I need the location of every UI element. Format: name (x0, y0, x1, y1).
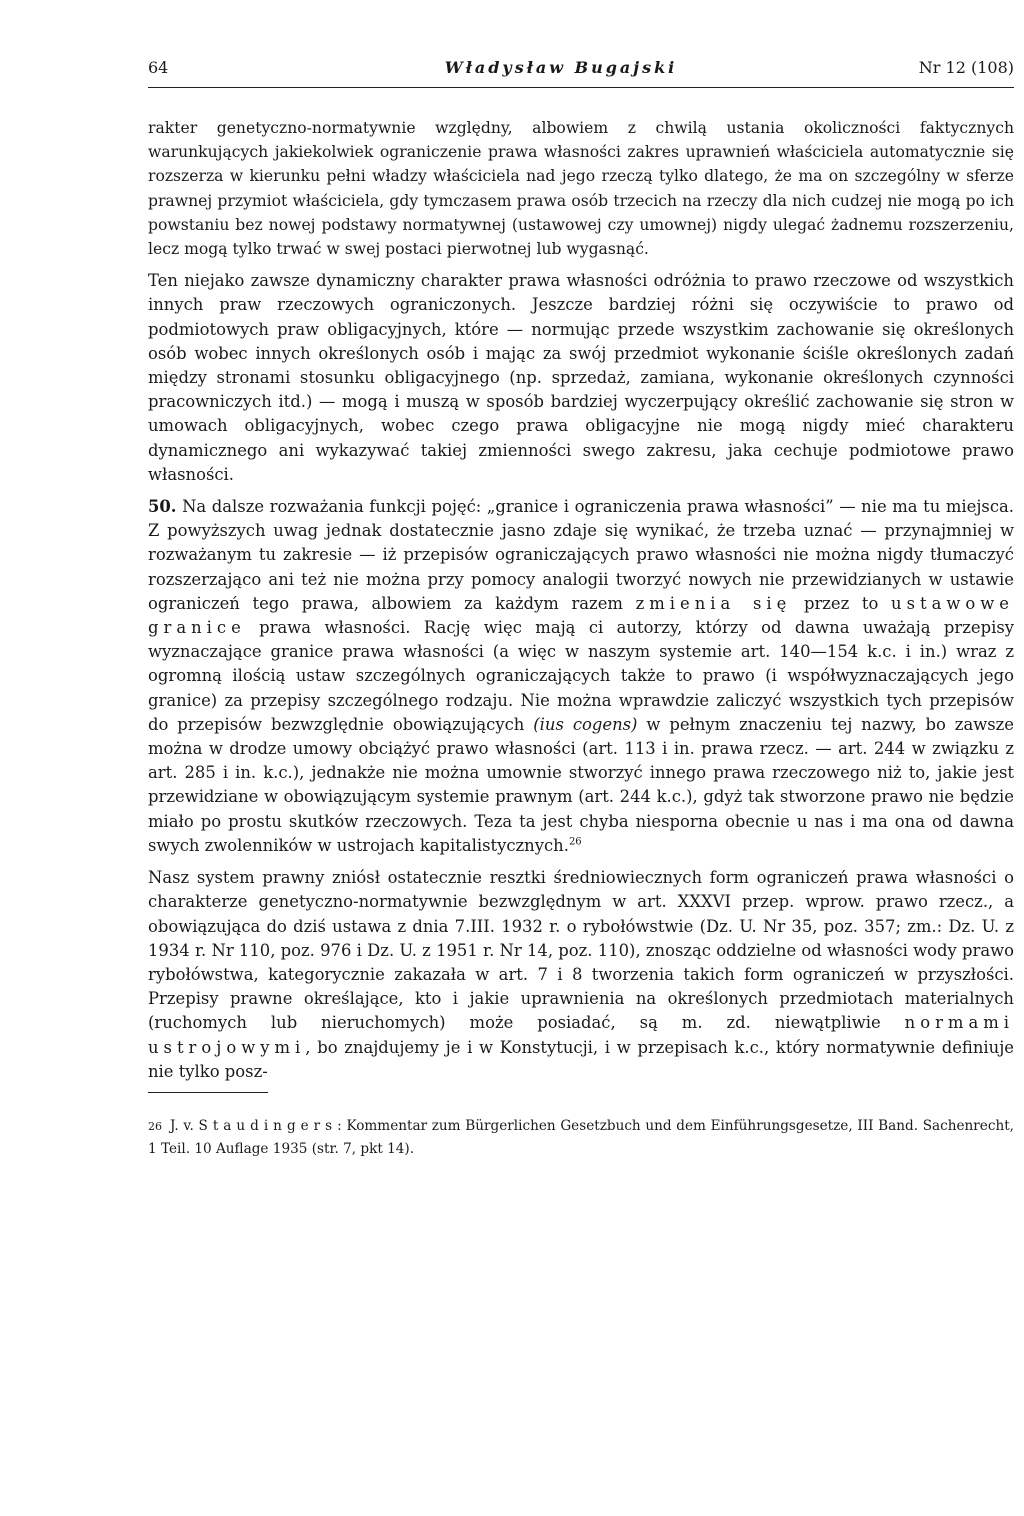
running-head (148, 58, 1014, 88)
paragraph-section-50 (148, 495, 1014, 858)
footnote-text: : Kommentar zum Bürgerlichen Gesetzbuch und dem Einführungsgesetze, III Band. Sachenrecht, 1 Teil. 10 Auflage 1935 (str. 7, pkt 14). (148, 1117, 1014, 1157)
section-number: 50. (148, 497, 177, 517)
paragraph-continuation: rakter genetyczno-normatywnie względny, albowiem z chwilą ustania okoliczności faktycznych warunkujących jakiekolwiek ograniczenie prawa własności zakres uprawnień właściciela automatycznie się rozszerza w kierunku pełni władzy właściciela nad jego rzeczą tylko dlatego, że ma on szczególny w sferze prawnej przymiot właściciela, gdy tymczasem prawa osób trzecich na rzeczy dla nich cudzej nie mogą po ich powstaniu bez nowej podstawy normatywnej (ustawowej czy umownej) nigdy ulegać żadnemu rozszerzeniu, lecz mogą tylko trwać w swej postaci pierwotnej lub wygasnąć. (148, 119, 1014, 259)
paragraph-text: przez to (791, 593, 892, 613)
footnote-author-spaced: Staudingers (198, 1117, 338, 1134)
spaced-emphasis: zmienia się (635, 593, 792, 613)
footnote-text: J. v. (170, 1117, 199, 1134)
running-head-author: Władysław Bugajski (444, 58, 678, 77)
paragraph-dynamic-character: Ten niejako zawsze dynamiczny charakter prawa własności odróżnia to prawo rzeczowe od wszystkich innych praw rzeczowych ograniczonych. Jeszcze bardziej różni się oczywiście to prawo od podmiotowych praw obligacyjnych, które — normując przede wszystkim zachowanie się określonych osób wobec innych określonych osób i mając za swój przedmiot wykonanie ściśle określonych zadań między stronami stosunku obligacyjnego (np. sprzedaż, zamiana, wykonanie określonych czynności pracowniczych itd.) — mogą i muszą w sposób bardziej wyczerpujący określić zachowanie się stron w umowach obligacyjnych, wobec czego prawa obligacyjne nie mogą nigdy mieć charakteru dynamicznego ani wykazywać takiej zmienności swego zakresu, jaka cechuje podmiotowe prawo własności. (148, 271, 1014, 484)
footnote-reference[interactable]: 26 (568, 836, 582, 848)
paragraph-text: Na dalsze rozważania funkcji pojęć: „granice i ograniczenia prawa własności” — nie ma tu miejsca. Z powyższych uwag jednak dostatecznie jasno zdaje się wynikać, że trzeba uznać — przynajmniej w rozważanym tu zakresie — iż przepisów ograniczających prawo własności nie można nigdy tłumaczyć rozszerzająco ani też nie można przy pomocy analogii tworzyć nowych nie przewidzianych w ustawie ograniczeń tego prawa, albowiem za każdym razem (148, 497, 1014, 613)
article-body (148, 116, 1014, 1160)
page (148, 58, 1014, 1160)
footnote-divider (148, 1092, 268, 1093)
paragraph-text: w pełnym znaczeniu tej nazwy, bo zawsze można w drodze umowy obciążyć prawo własności (art. 113 i in. prawa rzecz. — art. 244 w związku z art. 285 i in. k.c.), jednakże nie można umownie stworzyć innego prawa rzeczowego niż to, jakie jest przewidziane w obowiązującym systemie prawnym (art. 244 k.c.), gdyż tak stworzone prawo nie będzie miało po prostu skutków rzeczowych. Teza ta jest chyba niesporna obecnie u nas i ma ona od dawna swych zwolenników w ustrojach kapitalistycznych. (148, 714, 1014, 855)
paragraph-text: prawa własności. Rację więc mają ci autorzy, którzy od dawna uważają przepisy wyznaczające granice prawa własności (a więc w naszym systemie art. 140—154 k.c. i in.) wraz z ogromną ilością ustaw szczególnych ograniczających także to prawo (i współwyznaczających jego granice) za przepisy szczególnego rodzaju. Nie można wprawdzie zaliczyć wszystkich tych przepisów do przepisów bezwzględnie obowiązujących (148, 618, 1014, 734)
issue-number: Nr 12 (108) (918, 58, 1014, 77)
page-number: 64 (148, 58, 169, 77)
italic-term: (ius cogens) (533, 714, 638, 734)
paragraph-legal-system (148, 866, 1014, 1084)
footnote (148, 1115, 1014, 1160)
paragraph-text: , bo znajdujemy je i w Konstytucji, i w przepisach k.c., który normatywnie definiuje nie tylko posz- (148, 1037, 1014, 1081)
footnote-mark: 26 (148, 1119, 162, 1133)
spaced-emphasis: normami ustrojowymi (148, 1013, 1014, 1057)
spaced-emphasis: ustawowe granice (148, 593, 1014, 638)
paragraph-text: Nasz system prawny zniósł ostatecznie resztki średniowiecznych form ograniczeń prawa własności o charakterze genetyczno-normatywnie bezwzględnym w art. XXXVI przep. wprow. prawo rzecz., a obowiązująca do dziś ustawa z dnia 7.III. 1932 r. o rybołówstwie (Dz. U. Nr 35, poz. 357; zm.: Dz. U. z 1934 r. Nr 110, poz. 976 i Dz. U. z 1951 r. Nr 14, poz. 110), znosząc oddzielne od własności wody prawo rybołówstwa, kategorycznie zakazała w art. 7 i 8 tworzenia takich form ograniczeń w przyszłości. Przepisy prawne określające, kto i jakie uprawnienia na określonych przedmiotach materialnych (ruchomych lub nieruchomych) może posiadać, są m. zd. niewątpliwie (148, 868, 1014, 1033)
